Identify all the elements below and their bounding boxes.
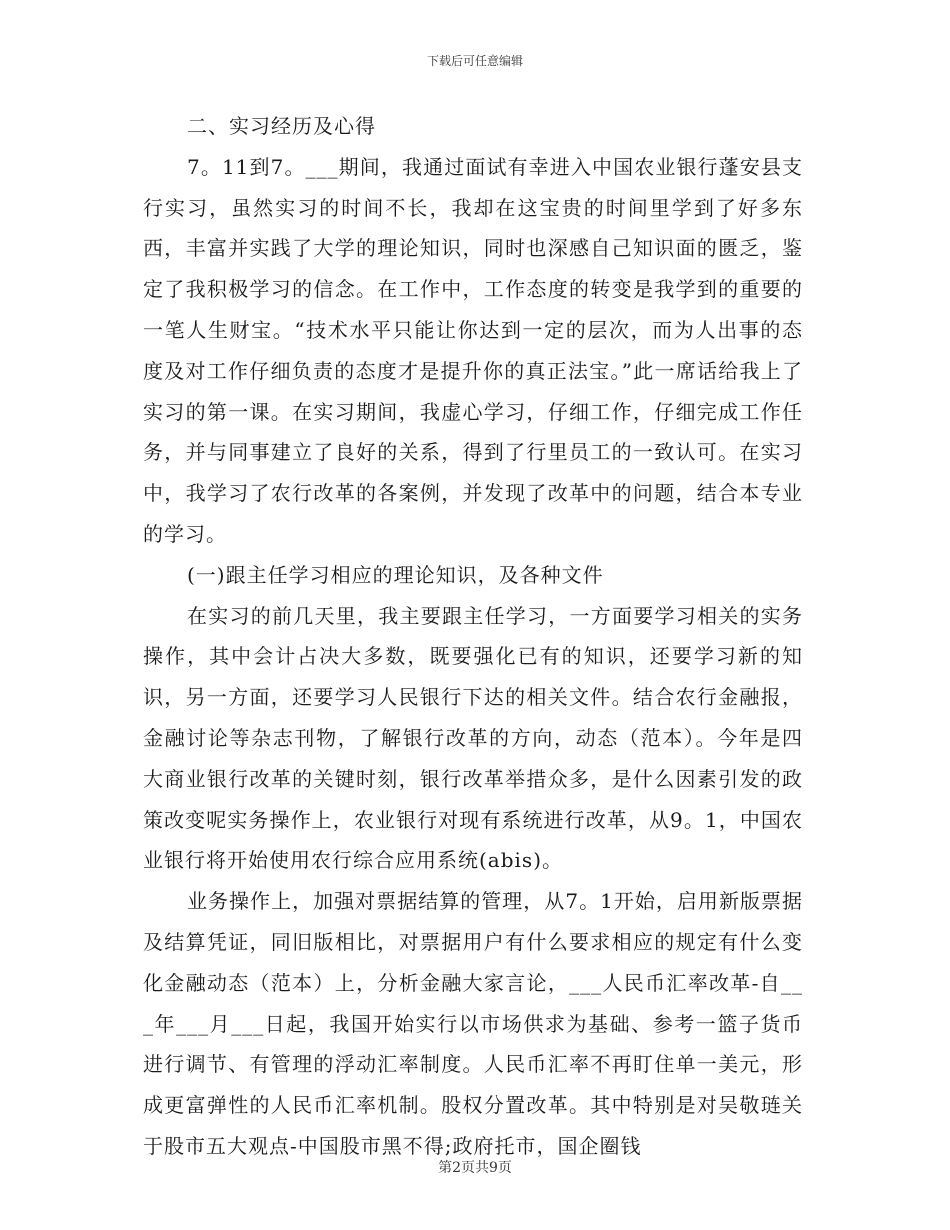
paragraph-internship-overview: 7。11到7。___期间，我通过面试有幸进入中国农业银行蓬安县支行实习，虽然实习的时间不长，我却在这宝贵的时间里学到了好多东西，丰富并实践了大学的理论知识，同时也深感自己知识面的匮乏，鉴定了我积极学习的信念。在工作中，工作态度的转变是我学到的重要的一笔人生财宝。“技术水平只能让你达到一定的层次，而为人出事的态度及对工作仔细负责的态度才是提升你的真正法宝。”此一席话给我上了实习的第一课。在实习期间，我虚心学习，仔细工作，仔细完成工作任务，并与同事建立了良好的关系，得到了行里员工的一致认可。在实习中，我学习了农行改革的各案例，并发现了改革中的问题，结合本专业的学习。 xyxy=(143,154,803,546)
document-body xyxy=(143,106,803,1167)
paragraph-business-operations: 业务操作上，加强对票据结算的管理，从7。1开始，启用新版票据及结算凭证，同旧版相比，对票据用户有什么要求相应的规定有什么变化金融动态（范本）上，分析金融大家言论，___人民币汇率改革-自___年___月___日起，我国开始实行以市场供求为基础、参考一篮子货币进行调节、有管理的浮动汇率制度。人民币汇率不再盯住单一美元，形成更富弹性的人民币汇率机制。股权分置改革。其中特别是对吴敬琏关于股市五大观点-中国股市黑不得;政府托市，国企圈钱 xyxy=(143,889,803,1158)
paragraph-learning-with-director: 在实习的前几天里，我主要跟主任学习，一方面要学习相关的实务操作，其中会计占决大多数，既要强化已有的知识，还要学习新的知识，另一方面，还要学习人民银行下达的相关文件。结合农行金融报，金融讨论等杂志刊物，了解银行改革的方向，动态（范本）。今年是四大商业银行改革的关键时刻，银行改革举措众多，是什么因素引发的政策改变呢实务操作上，农业银行对现有系统进行改革，从9。1，中国农业银行将开始使用农行综合应用系统(abis)。 xyxy=(143,603,803,873)
page-header: 下载后可任意编辑 xyxy=(426,54,523,68)
section-title: 二、实习经历及心得 xyxy=(187,114,376,138)
subsection-title: (一)跟主任学习相应的理论知识，及各种文件 xyxy=(187,562,604,587)
page-footer: 第2页共9页 xyxy=(438,1160,512,1176)
